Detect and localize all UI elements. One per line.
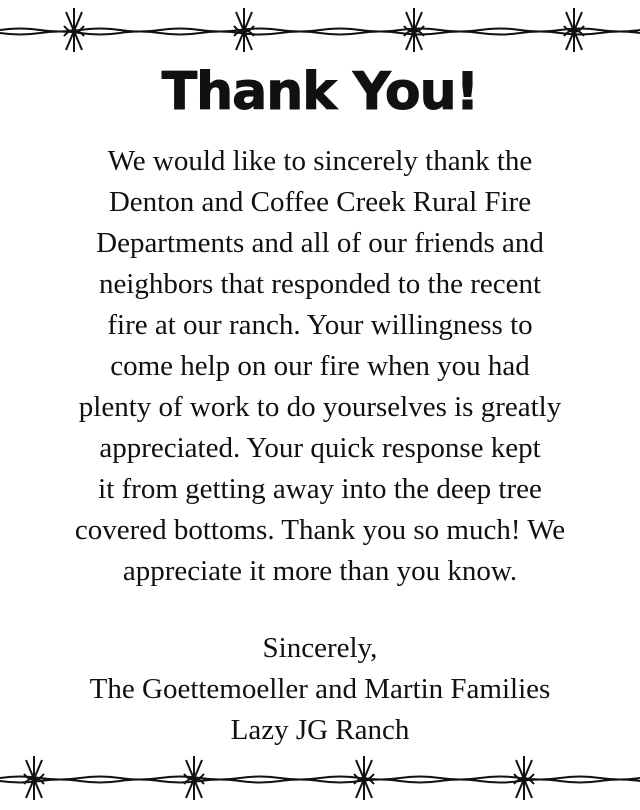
signers-name: The Goettemoeller and Martin Families: [89, 673, 551, 705]
closing-text: Sincerely,: [262, 632, 378, 664]
ranch-name: Lazy JG Ranch: [230, 714, 410, 746]
barbed-wire-top-icon: [0, 0, 640, 60]
message-line: Departments and all of our friends and: [96, 227, 544, 259]
message-line: neighbors that responded to the recent: [98, 268, 542, 300]
barbed-wire-bottom-icon: [0, 748, 640, 808]
message-line: appreciated. Your quick response kept: [99, 432, 541, 464]
message-line: come help on our fire when you had: [110, 350, 530, 382]
page-title: Thank You!: [161, 62, 479, 122]
message-line: plenty of work to do yourselves is greatly: [78, 391, 562, 423]
message-line: fire at our ranch. Your willingness to: [107, 309, 533, 341]
message-line: covered bottoms. Thank you so much! We: [74, 514, 566, 546]
message-line: appreciate it more than you know.: [122, 555, 518, 587]
thank-you-message: [20, 141, 620, 592]
message-line: it from getting away into the deep tree: [98, 473, 542, 505]
signature-block: [20, 628, 620, 751]
message-line: Denton and Coffee Creek Rural Fire: [108, 186, 532, 218]
message-line: We would like to sincerely thank the: [107, 145, 533, 177]
